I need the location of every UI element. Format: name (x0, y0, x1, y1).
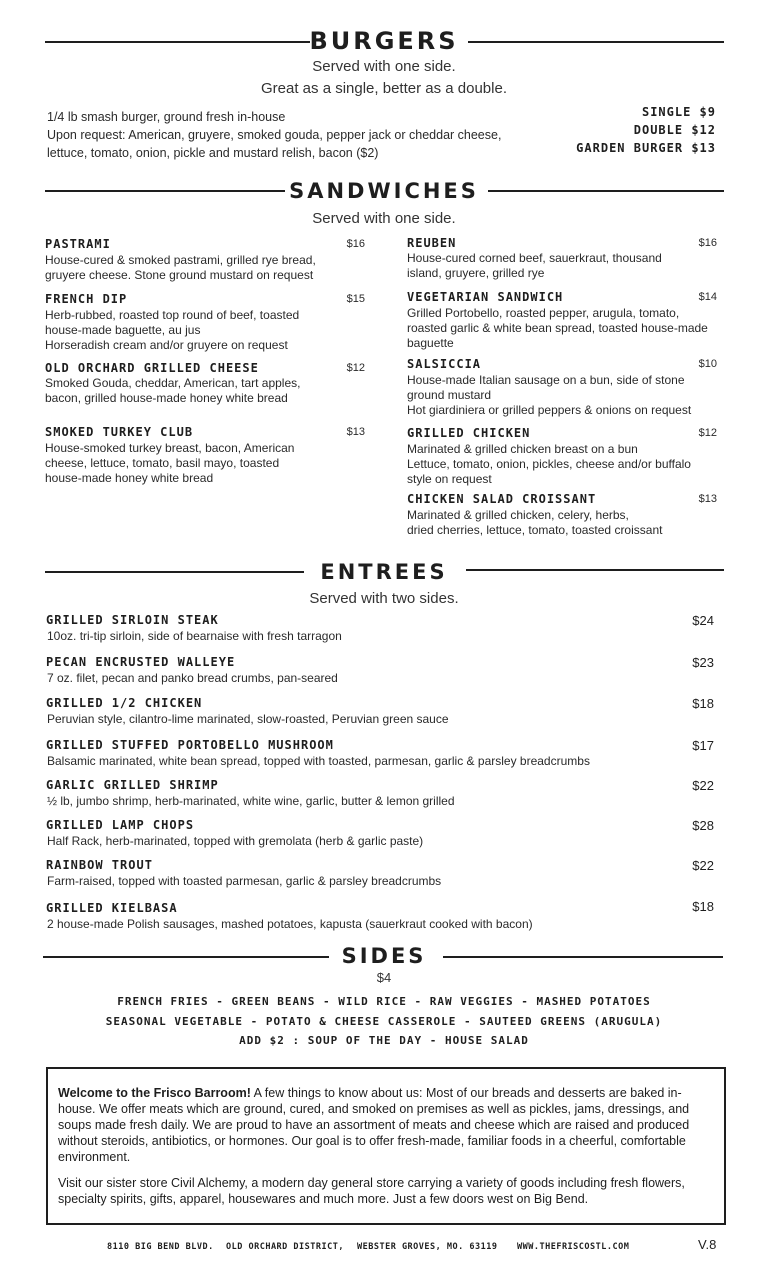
sandwich-price: $12 (698, 427, 717, 439)
burger-price-garden: GARDEN BURGER $13 (576, 141, 716, 155)
sandwich-price: $14 (698, 291, 717, 303)
burgers-desc-line-2: Upon request: American, gruyere, smoked gouda, pepper jack or cheddar cheese, (47, 128, 502, 142)
entree-price: $22 (692, 858, 714, 873)
burgers-description (47, 108, 501, 162)
sandwich-description (407, 442, 717, 487)
sandwich-price: $16 (346, 238, 365, 250)
sandwiches-heading: SANDWICHES (289, 179, 479, 203)
entree-description: Balsamic marinated, white bean spread, topped with toasted, parmesan, garlic & parsley breadcrumbs (47, 754, 590, 768)
entree-description: 2 house-made Polish sausages, mashed potatoes, kapusta (sauerkraut cooked with bacon) (47, 917, 533, 931)
entree-price: $28 (692, 818, 714, 833)
sandwich-name: GRILLED CHICKEN (407, 426, 531, 440)
entree-description: ½ lb, jumbo shrimp, herb-marinated, white wine, garlic, butter & lemon grilled (47, 794, 455, 808)
sandwich-description (45, 253, 365, 283)
sandwich-name: REUBEN (407, 236, 457, 250)
desc-line: roasted garlic & white bean spread, toasted house-made (407, 321, 708, 335)
footer-version: V.8 (698, 1237, 717, 1252)
welcome-text (58, 1085, 718, 1207)
sandwich-name: FRENCH DIP (45, 292, 128, 306)
sides-line-1: FRENCH FRIES - GREEN BEANS - WILD RICE - RAW VEGGIES - MASHED POTATOES (117, 995, 651, 1008)
sandwich-name: VEGETARIAN SANDWICH (407, 290, 564, 304)
desc-line: dried cherries, lettuce, tomato, toasted croissant (407, 523, 663, 537)
burgers-subtitle-2: Great as a single, better as a double. (261, 80, 507, 97)
sides-price: $4 (376, 970, 392, 985)
sandwich-price: $16 (698, 237, 717, 249)
sandwich-description (407, 508, 717, 538)
desc-line: ground mustard (407, 388, 492, 402)
entree-price: $22 (692, 778, 714, 793)
entree-price: $17 (692, 738, 714, 753)
sandwich-price: $13 (698, 493, 717, 505)
entree-price: $24 (692, 613, 714, 628)
entrees-heading: ENTREES (320, 560, 448, 584)
entree-name: GRILLED LAMP CHOPS (46, 818, 195, 832)
sandwich-description (45, 376, 365, 406)
desc-line: Lettuce, tomato, onion, pickles, cheese and/or buffalo (407, 457, 691, 471)
sandwich-name: CHICKEN SALAD CROISSANT (407, 492, 597, 506)
entree-description: Farm-raised, topped with toasted parmesan, garlic & parsley breadcrumbs (47, 874, 442, 888)
entree-name: PECAN ENCRUSTED WALLEYE (46, 655, 236, 669)
entree-description: 7 oz. filet, pecan and panko bread crumbs, pan-seared (47, 671, 338, 685)
desc-line: house-made baguette, au jus (45, 323, 201, 337)
sandwich-price: $12 (346, 362, 365, 374)
entree-price: $18 (692, 899, 714, 914)
sandwich-description (45, 441, 365, 486)
entree-name: RAINBOW TROUT (46, 858, 153, 872)
entree-description: Half Rack, herb-marinated, topped with gremolata (herb & garlic paste) (47, 834, 424, 848)
entree-price: $23 (692, 655, 714, 670)
sandwich-price: $10 (698, 358, 717, 370)
desc-line: Grilled Portobello, roasted pepper, arugula, tomato, (407, 306, 680, 320)
burgers-subtitle-1: Served with one side. (312, 58, 456, 75)
desc-line: style on request (407, 472, 492, 486)
burgers-desc-line-3: lettuce, tomato, onion, pickle and mustard relish, bacon ($2) (47, 146, 379, 160)
burger-price-single: SINGLE $9 (641, 105, 716, 119)
desc-line: House-cured corned beef, sauerkraut, thousand (407, 251, 662, 265)
sandwich-name: OLD ORCHARD GRILLED CHEESE (45, 361, 259, 375)
sides-heading: SIDES (341, 944, 427, 968)
desc-line: house-made honey white bread (45, 471, 214, 485)
sandwich-price: $13 (346, 426, 365, 438)
welcome-paragraph (58, 1085, 718, 1165)
desc-line: Hot giardiniera or grilled peppers & onions on request (407, 403, 692, 417)
desc-line: cheese, lettuce, tomato, basil mayo, toasted (45, 456, 280, 470)
entree-price: $18 (692, 696, 714, 711)
entree-name: GARLIC GRILLED SHRIMP (46, 778, 219, 792)
sandwich-description (407, 251, 717, 281)
sister-store-paragraph: Visit our sister store Civil Alchemy, a modern day general store carrying a variety of goods including fresh flowers, specialty spirits, gifts, apparel, housewares and much more. Just a few doors west on Big Bend. (58, 1176, 685, 1206)
sandwich-name: SMOKED TURKEY CLUB (45, 425, 194, 439)
burgers-heading: BURGERS (309, 27, 459, 55)
entree-description: Peruvian style, cilantro-lime marinated, slow-roasted, Peruvian green sauce (47, 712, 449, 726)
footer-address: 8110 BIG BEND BLVD. (107, 1242, 214, 1252)
sandwiches-subtitle: Served with one side. (312, 210, 456, 227)
sandwich-description (407, 306, 717, 351)
sides-line-2: SEASONAL VEGETABLE - POTATO & CHEESE CASSEROLE - SAUTEED GREENS (ARUGULA) (105, 1015, 663, 1028)
entree-name: GRILLED SIRLOIN STEAK (46, 613, 219, 627)
footer-city: WEBSTER GROVES, MO. 63119 (357, 1242, 498, 1252)
desc-line: Horseradish cream and/or gruyere on request (45, 338, 288, 352)
desc-line: island, gruyere, grilled rye (407, 266, 545, 280)
welcome-title: Welcome to the Frisco Barroom! (58, 1086, 251, 1100)
burgers-desc-line-1: 1/4 lb smash burger, ground fresh in-house (47, 110, 286, 124)
welcome-box (46, 1067, 726, 1225)
sandwich-price: $15 (346, 293, 365, 305)
entrees-subtitle: Served with two sides. (309, 590, 459, 607)
entree-name: GRILLED 1/2 CHICKEN (46, 696, 203, 710)
sides-line-3: ADD $2 : SOUP OF THE DAY - HOUSE SALAD (239, 1034, 529, 1047)
welcome-body: A few things to know about us: Most of our breads and desserts are baked in-house. We offer meats which are ground, cured, and smoked on premises as well as pickles, jams, dressings, and soups made fresh daily. We are proud to have an assortment of meats and cheese which are raised and produced without steroids, antibiotics, or hormones. Our goal is to offer fresh-made, familiar foods in a cheerful, comfortable environment. (58, 1086, 690, 1164)
sandwich-name: PASTRAMI (45, 237, 111, 251)
desc-line: Smoked Gouda, cheddar, American, tart apples, (45, 376, 301, 390)
desc-line: House-smoked turkey breast, bacon, American (45, 441, 295, 455)
sandwich-description (45, 308, 365, 353)
desc-line: House-cured & smoked pastrami, grilled rye bread, (45, 253, 316, 267)
footer-district: OLD ORCHARD DISTRICT, (226, 1242, 344, 1252)
desc-line: baguette (407, 336, 454, 350)
entree-description: 10oz. tri-tip sirloin, side of bearnaise with fresh tarragon (47, 629, 342, 643)
entree-name: GRILLED KIELBASA (46, 901, 178, 915)
desc-line: Marinated & grilled chicken, celery, herbs, (407, 508, 629, 522)
entree-name: GRILLED STUFFED PORTOBELLO MUSHROOM (46, 738, 334, 752)
desc-line: bacon, grilled house-made honey white bread (45, 391, 288, 405)
burgers-prices (576, 103, 716, 157)
burger-price-double: DOUBLE $12 (633, 123, 716, 137)
sandwich-name: SALSICCIA (407, 357, 482, 371)
desc-line: House-made Italian sausage on a bun, side of stone (407, 373, 685, 387)
sandwich-description (407, 373, 717, 418)
desc-line: gruyere cheese. Stone ground mustard on request (45, 268, 314, 282)
footer-website[interactable]: WWW.THEFRISCOSTL.COM (517, 1242, 630, 1252)
desc-line: Marinated & grilled chicken breast on a bun (407, 442, 638, 456)
desc-line: Herb-rubbed, roasted top round of beef, toasted (45, 308, 300, 322)
